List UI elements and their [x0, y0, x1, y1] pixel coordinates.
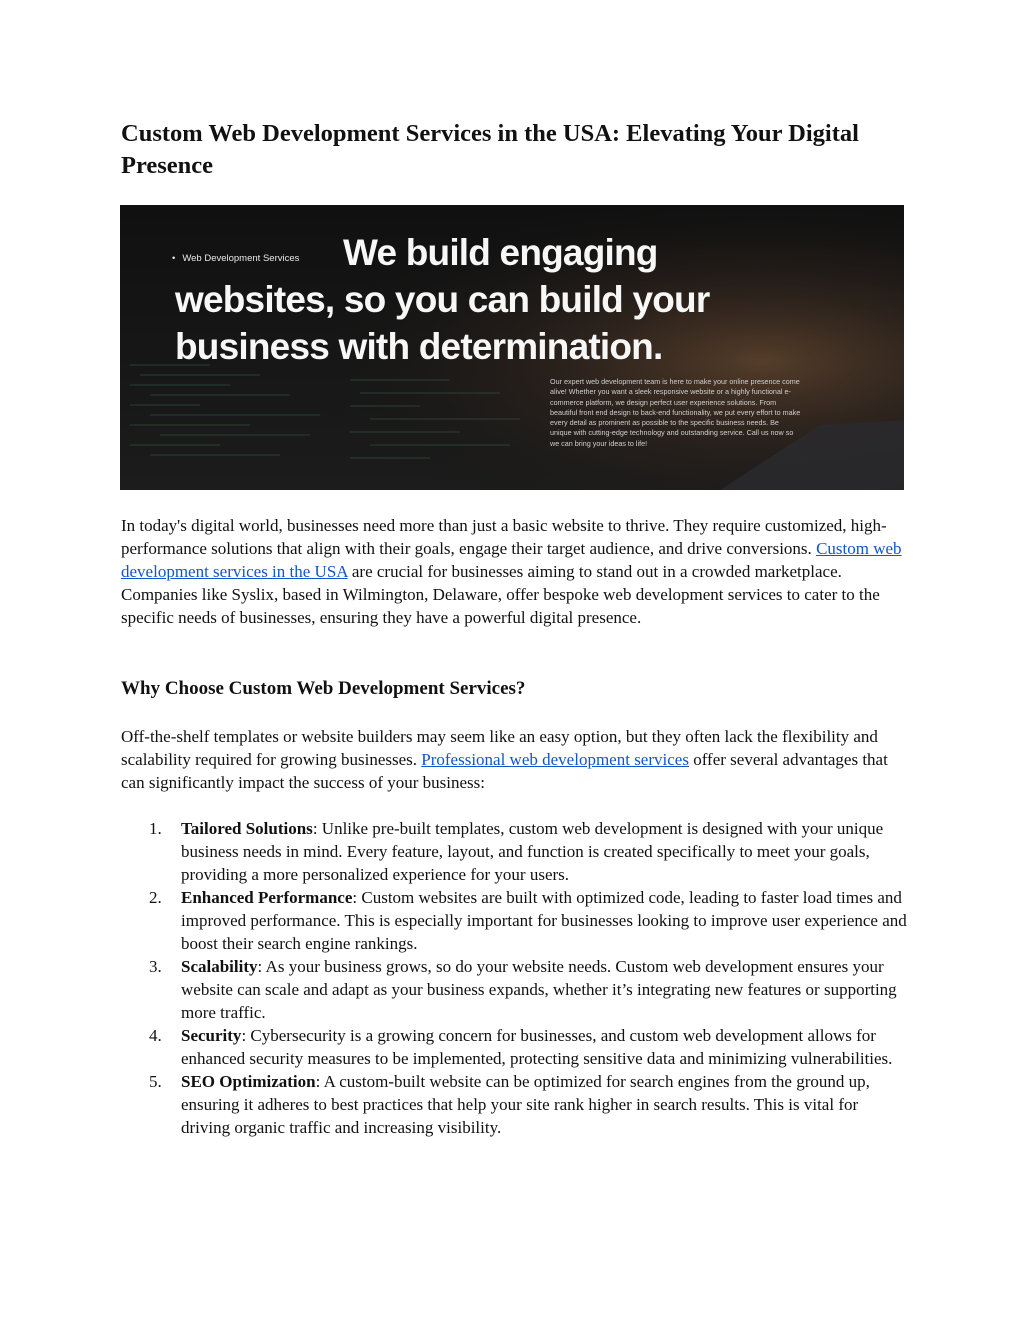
- intro-text-1: In today's digital world, businesses need more than just a basic website to thrive. They require customized, high-performance solutions that align with their goals, engage their target audience, and drive conversions.: [121, 516, 887, 558]
- list-number: 2.: [149, 888, 162, 907]
- list-number: 3.: [149, 957, 162, 976]
- list-text: : A custom-built website can be optimized for search engines from the ground up, ensuring it adheres to best practices that help your site rank higher in search results. This is vital for driving organic traffic and increasing visibility.: [181, 1072, 870, 1137]
- hero-headline-line-3: business with determination.: [175, 326, 663, 367]
- intro-paragraph: [121, 514, 911, 629]
- list-item: [121, 886, 911, 955]
- hero-headline-line-1: We build engaging: [343, 232, 658, 273]
- list-item: [121, 955, 911, 1024]
- benefits-list: [121, 817, 911, 1139]
- list-text: : Cybersecurity is a growing concern for businesses, and custom web development allows for enhanced security measures to be implemented, protecting sensitive data and minimizing vulnerabilities.: [181, 1026, 893, 1068]
- list-item: [121, 817, 911, 886]
- section-intro-paragraph: [121, 725, 911, 794]
- page-title: Custom Web Development Services in the USA: Elevating Your Digital Presence: [121, 120, 859, 179]
- professional-web-dev-link[interactable]: Professional web development services: [421, 750, 689, 769]
- section-intro-text-2: offer several advantages that can significantly impact the success of your business:: [121, 750, 888, 792]
- custom-web-dev-link[interactable]: Custom web development services in the USA: [121, 539, 902, 581]
- list-text: : Custom websites are built with optimized code, leading to faster load times and improved performance. This is especially important for businesses looking to improve user experience and boost their search engine rankings.: [181, 888, 907, 953]
- hero-bullet: • Web Development Services: [172, 253, 299, 264]
- list-term: Scalability: [181, 957, 258, 976]
- hero-headline-line-2: websites, so you can build your: [175, 279, 710, 320]
- hero-image: [120, 205, 904, 490]
- list-text: : Unlike pre-built templates, custom web development is designed with your unique business needs in mind. Every feature, layout, and function is created specifically to meet your goals, providing a more personalized experience for your users.: [181, 819, 884, 884]
- list-item: [121, 1024, 911, 1070]
- list-number: 1.: [149, 819, 162, 838]
- list-item: [121, 1070, 911, 1139]
- list-number: 5.: [149, 1072, 162, 1091]
- list-term: Security: [181, 1026, 242, 1045]
- list-term: Tailored Solutions: [181, 819, 313, 838]
- list-number: 4.: [149, 1026, 162, 1045]
- section-intro-text-1: Off-the-shelf templates or website builders may seem like an easy option, but they often lack the flexibility and scalability required for growing businesses.: [121, 727, 878, 769]
- intro-text-2: are crucial for businesses aiming to stand out in a crowded marketplace. Companies like Syslix, based in Wilmington, Delaware, offer bespoke web development services to cater to the specific needs of businesses, ensuring they have a powerful digital presence.: [121, 562, 880, 627]
- section-heading: Why Choose Custom Web Development Services?: [121, 678, 526, 699]
- hero-blurb: Our expert web development team is here to make your online presence come alive! Whether you want a sleek responsive website or a highly functional e-commerce platform, we design perfect user experience solutions. From beautiful front end design to back-end functionality, we put every effort to make every detail as prominent as possible to the specific business needs. Be unique with cutting-edge technology and outstanding service. Call us now so we can bring your ideas to life!: [550, 377, 801, 448]
- list-text: : As your business grows, so do your website needs. Custom web development ensures your website can scale and adapt as your business expands, whether it’s integrating new features or supporting more traffic.: [181, 957, 897, 1022]
- list-term: Enhanced Performance: [181, 888, 353, 907]
- hero-headline: [175, 229, 895, 370]
- list-term: SEO Optimization: [181, 1072, 316, 1091]
